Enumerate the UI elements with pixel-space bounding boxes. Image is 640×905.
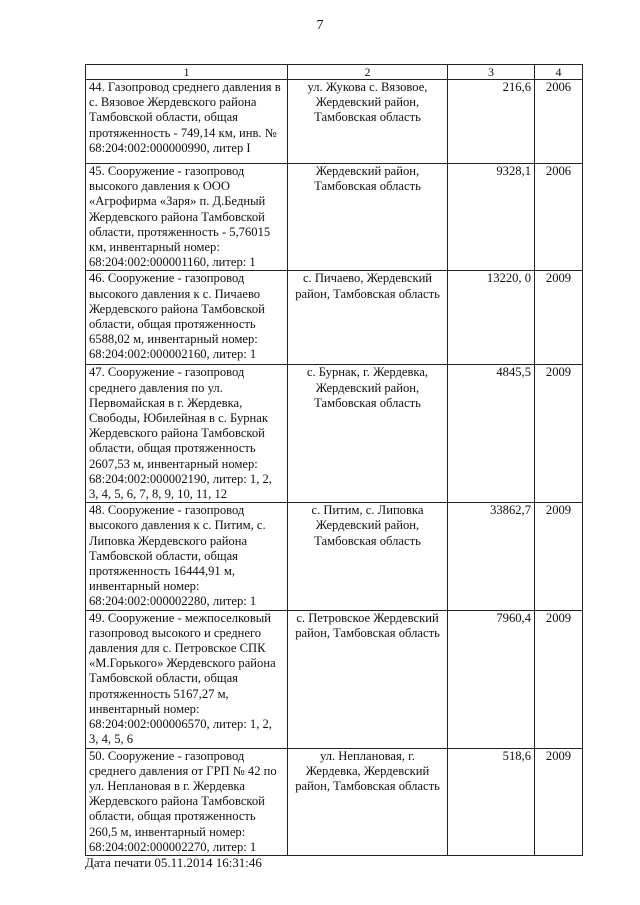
object-address: с. Питим, с. Липовка Жердевский район, Тамбовская область	[288, 503, 448, 610]
print-date: Дата печати 05.11.2014 16:31:46	[85, 855, 262, 870]
object-description: 48. Сооружение - газопровод высокого давления к с. Питим, с. Липовка Жердевского района Тамбовской области, общая протяженность 16444,91 м, инвентарный номер: 68:204:002:000002280, литер: 1	[86, 503, 288, 610]
page-number: 7	[316, 18, 324, 33]
object-value: 9328,1	[448, 164, 535, 271]
column-header-4: 4	[535, 65, 583, 80]
table-row	[86, 610, 583, 748]
object-year: 2009	[535, 610, 583, 748]
object-description: 47. Сооружение - газопровод среднего давления по ул. Первомайская в г. Жердевка, Свободы, Юбилейная в с. Бурнак Жердевского района Тамбовской области, общая протяженность 2607,53 м, инвентарный номер: 68:204:002:000002190, литер: 1, 2, 3, 4, 5, 6, 7, 8, 9, 10, 11, 12	[86, 365, 288, 503]
object-year: 2006	[535, 80, 583, 164]
table-row	[86, 80, 583, 164]
property-registry-table	[85, 64, 583, 856]
object-value: 4845,5	[448, 365, 535, 503]
table-row	[86, 503, 583, 610]
table-header-row	[86, 65, 583, 80]
object-description: 46. Сооружение - газопровод высокого давления к с. Пичаево Жердевского района Тамбовской области, общая протяженность 6588,02 м, инвентарный номер: 68:204:002:000002160, литер: 1	[86, 271, 288, 365]
object-year: 2009	[535, 365, 583, 503]
object-value: 33862,7	[448, 503, 535, 610]
object-year: 2009	[535, 271, 583, 365]
object-address: ул. Жукова с. Вязовое, Жердевский район, Тамбовская область	[288, 80, 448, 164]
object-value: 13220, 0	[448, 271, 535, 365]
object-address: ул. Неплановая, г. Жердевка, Жердевский район, Тамбовская область	[288, 748, 448, 855]
table-row	[86, 164, 583, 271]
object-year: 2009	[535, 748, 583, 855]
object-value: 518,6	[448, 748, 535, 855]
table-row	[86, 365, 583, 503]
object-value: 216,6	[448, 80, 535, 164]
object-address: с. Пичаево, Жердевский район, Тамбовская область	[288, 271, 448, 365]
object-address: с. Бурнак, г. Жердевка, Жердевский район, Тамбовская область	[288, 365, 448, 503]
object-description: 50. Сооружение - газопровод среднего давления от ГРП № 42 по ул. Неплановая в г. Жердевка Жердевского района Тамбовской области, общая протяженность 260,5 м, инвентарный номер: 68:204:002:000002270, литер: 1	[86, 748, 288, 855]
object-address: Жердевский район, Тамбовская область	[288, 164, 448, 271]
object-description: 49. Сооружение - межпоселковый газопровод высокого и среднего давления для с. Петровское СПК «М.Горького» Жердевского района Тамбовской области, общая протяженность 5167,27 м, инвентарный номер: 68:204:002:000006570, литер: 1, 2, 3, 4, 5, 6	[86, 610, 288, 748]
column-header-3: 3	[448, 65, 535, 80]
object-value: 7960,4	[448, 610, 535, 748]
object-description: 45. Сооружение - газопровод высокого давления к ООО «Агрофирма «Заря» п. Д.Бедный Жердевского района Тамбовской области, протяженность - 5,76015 км, инвентарный номер: 68:204:002:000001160, литер: 1	[86, 164, 288, 271]
column-header-2: 2	[288, 65, 448, 80]
object-description: 44. Газопровод среднего давления в с. Вязовое Жердевского района Тамбовской области, общая протяженность - 749,14 км, инв. № 68:204:002:000000990, литер I	[86, 80, 288, 164]
object-address: с. Петровское Жердевский район, Тамбовская область	[288, 610, 448, 748]
column-header-1: 1	[86, 65, 288, 80]
table-row	[86, 748, 583, 855]
object-year: 2009	[535, 503, 583, 610]
object-year: 2006	[535, 164, 583, 271]
table-row	[86, 271, 583, 365]
